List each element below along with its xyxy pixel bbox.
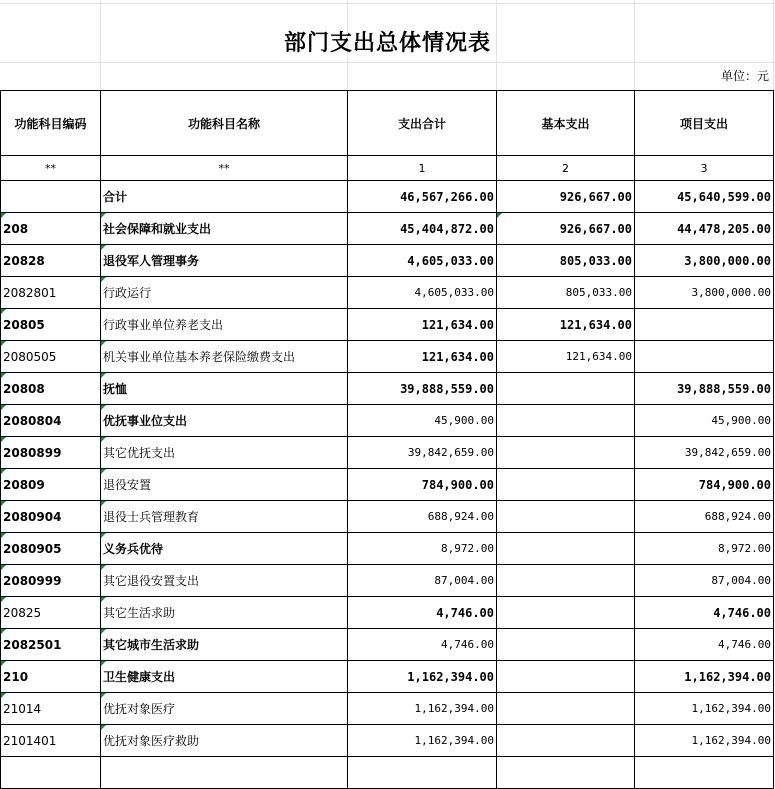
basic-cell[interactable]	[497, 373, 635, 405]
project-cell-text: 44,478,205.00	[677, 221, 771, 236]
code-cell[interactable]	[1, 725, 101, 757]
project-cell[interactable]	[635, 501, 774, 533]
cell-marker-icon	[101, 693, 106, 698]
total-cell-text: 1,162,394.00	[407, 669, 494, 684]
name-cell-text: 其它生活求助	[103, 606, 176, 620]
project-cell[interactable]	[635, 245, 774, 277]
total-cell[interactable]	[348, 213, 497, 245]
name-cell[interactable]	[101, 469, 348, 501]
code-cell-text: 20808	[3, 381, 45, 396]
name-cell-text: 其它城市生活求助	[103, 638, 200, 652]
total-cell-text: 46,567,266.00	[400, 189, 494, 204]
cell-marker-icon	[101, 725, 106, 730]
code-cell-text: 2082501	[3, 637, 62, 652]
total-cell[interactable]	[348, 725, 497, 757]
project-cell-text: 87,004.00	[711, 574, 771, 587]
total-cell-text: 1,162,394.00	[414, 734, 494, 747]
total-cell-text: 121,634.00	[421, 317, 494, 332]
project-cell[interactable]	[635, 341, 774, 373]
table-row	[1, 757, 774, 789]
code-cell-text: 20809	[3, 477, 45, 492]
index-total[interactable]: 1	[348, 156, 497, 181]
basic-cell[interactable]	[497, 469, 635, 501]
cell-marker-icon	[1, 565, 6, 570]
code-cell[interactable]	[1, 437, 101, 469]
name-cell[interactable]	[101, 725, 348, 757]
name-cell[interactable]	[101, 309, 348, 341]
cell-marker-icon	[101, 277, 106, 282]
cell-marker-icon	[101, 245, 106, 250]
name-cell[interactable]	[101, 533, 348, 565]
total-cell-text: 688,924.00	[427, 510, 494, 523]
table-row	[1, 661, 774, 693]
total-cell[interactable]	[348, 373, 497, 405]
code-cell[interactable]	[1, 693, 101, 725]
total-cell[interactable]	[348, 437, 497, 469]
table-row	[1, 341, 774, 373]
cell-marker-icon	[1, 533, 6, 538]
code-cell[interactable]	[1, 373, 101, 405]
basic-cell-text: 121,634.00	[559, 317, 632, 332]
cell-marker-icon	[497, 213, 502, 218]
basic-cell[interactable]	[497, 245, 635, 277]
code-cell[interactable]	[1, 341, 101, 373]
basic-cell[interactable]	[497, 501, 635, 533]
basic-cell[interactable]	[497, 277, 635, 309]
project-cell[interactable]	[635, 597, 774, 629]
cell-marker-icon	[101, 629, 106, 634]
cell-marker-icon	[1, 309, 6, 314]
cell-marker-icon	[1, 373, 6, 378]
total-cell-text: 39,842,659.00	[407, 446, 494, 459]
table-row	[1, 693, 774, 725]
cell-marker-icon	[1, 501, 6, 506]
total-cell-text: 8,972.00	[441, 542, 494, 555]
total-cell[interactable]	[348, 469, 497, 501]
code-cell[interactable]	[1, 213, 101, 245]
code-cell[interactable]	[1, 405, 101, 437]
name-cell[interactable]	[101, 437, 348, 469]
header-basic[interactable]: 基本支出	[497, 91, 635, 156]
code-cell-text: 2080999	[3, 573, 62, 588]
basic-cell-text: 926,667.00	[559, 189, 632, 204]
total-cell-text: 39,888,559.00	[400, 381, 494, 396]
table-row	[1, 501, 774, 533]
total-cell-text: 87,004.00	[434, 574, 494, 587]
cell-marker-icon	[101, 469, 106, 474]
basic-cell[interactable]	[497, 437, 635, 469]
name-cell[interactable]	[101, 341, 348, 373]
code-cell-text: 2080804	[3, 413, 62, 428]
cell-marker-icon	[1, 341, 6, 346]
name-cell-text: 义务兵优待	[103, 542, 164, 556]
code-cell[interactable]	[1, 501, 101, 533]
name-cell[interactable]	[101, 181, 348, 213]
name-cell[interactable]	[101, 693, 348, 725]
cell-marker-icon	[101, 373, 106, 378]
project-cell[interactable]	[635, 373, 774, 405]
project-cell-text: 3,800,000.00	[691, 286, 771, 299]
table-row	[1, 533, 774, 565]
total-cell-text: 4,605,033.00	[407, 253, 494, 268]
project-cell-text: 1,162,394.00	[691, 734, 771, 747]
project-cell[interactable]	[635, 405, 774, 437]
index-code[interactable]: **	[1, 156, 101, 181]
name-cell-text: 退役安置	[103, 478, 152, 492]
cell-marker-icon	[101, 533, 106, 538]
basic-cell[interactable]	[497, 213, 635, 245]
name-cell[interactable]	[101, 501, 348, 533]
project-cell[interactable]	[635, 533, 774, 565]
total-cell-text: 45,900.00	[434, 414, 494, 427]
basic-cell[interactable]	[497, 757, 635, 789]
table-row	[1, 277, 774, 309]
name-cell-text: 行政事业单位养老支出	[103, 318, 224, 332]
project-cell[interactable]	[635, 565, 774, 597]
project-cell-text: 784,900.00	[698, 477, 771, 492]
total-cell[interactable]	[348, 661, 497, 693]
total-cell[interactable]	[348, 693, 497, 725]
code-cell-text: 2082801	[3, 285, 57, 300]
code-cell[interactable]	[1, 757, 101, 789]
code-cell[interactable]	[1, 181, 101, 213]
project-cell-text: 688,924.00	[704, 510, 771, 523]
code-cell-text: 2080904	[3, 509, 62, 524]
code-cell[interactable]	[1, 277, 101, 309]
index-row	[1, 156, 774, 181]
project-cell-text: 1,162,394.00	[691, 702, 771, 715]
expenditure-table	[0, 90, 774, 789]
name-cell-text: 优抚对象医疗	[103, 702, 176, 716]
name-cell[interactable]	[101, 277, 348, 309]
project-cell[interactable]	[635, 277, 774, 309]
code-cell[interactable]	[1, 309, 101, 341]
basic-cell-text: 121,634.00	[565, 350, 632, 363]
total-cell-text: 121,634.00	[421, 349, 494, 364]
project-cell[interactable]	[635, 469, 774, 501]
total-cell[interactable]	[348, 341, 497, 373]
name-cell-text: 其它优抚支出	[103, 446, 176, 460]
table-row	[1, 309, 774, 341]
cell-marker-icon	[101, 501, 106, 506]
project-cell[interactable]	[635, 629, 774, 661]
name-cell-text: 卫生健康支出	[103, 670, 176, 684]
table-row	[1, 629, 774, 661]
project-cell-text: 39,888,559.00	[677, 381, 771, 396]
cell-marker-icon	[1, 597, 6, 602]
table-row	[1, 597, 774, 629]
project-cell-text: 3,800,000.00	[684, 253, 771, 268]
name-cell-text: 合计	[103, 190, 128, 204]
total-cell[interactable]	[348, 277, 497, 309]
basic-cell[interactable]	[497, 309, 635, 341]
basic-cell-text: 805,033.00	[559, 253, 632, 268]
table-row	[1, 469, 774, 501]
header-name[interactable]: 功能科目名称	[101, 91, 348, 156]
total-cell-text: 784,900.00	[421, 477, 494, 492]
code-cell-text: 208	[3, 221, 29, 236]
total-cell-text: 4,746.00	[436, 605, 494, 620]
code-cell-text: 2080505	[3, 349, 57, 364]
basic-cell[interactable]	[497, 629, 635, 661]
name-cell-text: 优抚事业位支出	[103, 414, 188, 428]
project-cell-text: 8,972.00	[718, 542, 771, 555]
code-cell[interactable]	[1, 469, 101, 501]
name-cell[interactable]	[101, 405, 348, 437]
name-cell[interactable]	[101, 565, 348, 597]
basic-cell[interactable]	[497, 181, 635, 213]
basic-cell[interactable]	[497, 693, 635, 725]
cell-marker-icon	[101, 437, 106, 442]
index-name[interactable]: **	[101, 156, 348, 181]
unit-label: 单位：元	[720, 69, 769, 83]
project-cell[interactable]	[635, 181, 774, 213]
project-cell-text: 45,900.00	[711, 414, 771, 427]
cell-marker-icon	[101, 213, 106, 218]
total-cell[interactable]	[348, 501, 497, 533]
cell-marker-icon	[1, 213, 6, 218]
total-cell[interactable]	[348, 181, 497, 213]
cell-marker-icon	[101, 405, 106, 410]
project-cell-text: 4,746.00	[713, 605, 771, 620]
header-code[interactable]: 功能科目编码	[1, 91, 101, 156]
project-cell[interactable]	[635, 309, 774, 341]
code-cell-text: 20805	[3, 317, 45, 332]
name-cell-text: 抚恤	[103, 382, 128, 396]
code-cell-text: 210	[3, 669, 29, 684]
table-row	[1, 437, 774, 469]
table-row	[1, 725, 774, 757]
basic-cell[interactable]	[497, 341, 635, 373]
index-project[interactable]: 3	[635, 156, 774, 181]
cell-marker-icon	[1, 469, 6, 474]
total-cell[interactable]	[348, 597, 497, 629]
cell-marker-icon	[101, 341, 106, 346]
name-cell-text: 优抚对象医疗救助	[103, 734, 200, 748]
table-row	[1, 405, 774, 437]
name-cell-text: 退役士兵管理教育	[103, 510, 200, 524]
total-cell[interactable]	[348, 533, 497, 565]
basic-cell[interactable]	[497, 533, 635, 565]
total-cell[interactable]	[348, 565, 497, 597]
total-cell[interactable]	[348, 757, 497, 789]
name-cell[interactable]	[101, 213, 348, 245]
name-cell[interactable]	[101, 629, 348, 661]
total-cell-text: 4,746.00	[441, 638, 494, 651]
code-cell[interactable]	[1, 597, 101, 629]
header-total[interactable]: 支出合计	[348, 91, 497, 156]
project-cell[interactable]	[635, 693, 774, 725]
table-row	[1, 565, 774, 597]
total-cell[interactable]	[348, 245, 497, 277]
table-row	[1, 213, 774, 245]
project-cell[interactable]	[635, 725, 774, 757]
header-project[interactable]: 项目支出	[635, 91, 774, 156]
cell-marker-icon	[101, 565, 106, 570]
cell-marker-icon	[1, 437, 6, 442]
name-cell[interactable]	[101, 373, 348, 405]
cell-marker-icon	[1, 629, 6, 634]
name-cell-text: 机关事业单位基本养老保险缴费支出	[103, 350, 296, 364]
code-cell-text: 20828	[3, 253, 45, 268]
table-row	[1, 373, 774, 405]
project-cell[interactable]	[635, 213, 774, 245]
name-cell-text: 其它退役安置支出	[103, 574, 200, 588]
basic-cell[interactable]	[497, 565, 635, 597]
code-cell[interactable]	[1, 565, 101, 597]
code-cell[interactable]	[1, 533, 101, 565]
name-cell[interactable]	[101, 661, 348, 693]
name-cell[interactable]	[101, 597, 348, 629]
total-cell[interactable]	[348, 629, 497, 661]
basic-cell-text: 926,667.00	[559, 221, 632, 236]
total-cell-text: 45,404,872.00	[400, 221, 494, 236]
project-cell[interactable]	[635, 661, 774, 693]
header-row	[1, 91, 774, 156]
index-basic[interactable]: 2	[497, 156, 635, 181]
total-cell-text: 4,605,033.00	[414, 286, 494, 299]
code-cell-text: 21014	[3, 701, 42, 716]
basic-cell[interactable]	[497, 725, 635, 757]
code-cell[interactable]	[1, 245, 101, 277]
code-cell[interactable]	[1, 629, 101, 661]
code-cell-text: 2101401	[3, 733, 57, 748]
project-cell[interactable]	[635, 437, 774, 469]
cell-marker-icon	[1, 661, 6, 666]
project-cell-text: 39,842,659.00	[684, 446, 771, 459]
cell-marker-icon	[101, 597, 106, 602]
project-cell-text: 4,746.00	[718, 638, 771, 651]
table-row	[1, 181, 774, 213]
project-cell[interactable]	[635, 757, 774, 789]
cell-marker-icon	[101, 661, 106, 666]
page-title: 部门支出总体情况表	[283, 30, 491, 56]
table-row	[1, 245, 774, 277]
basic-cell[interactable]	[497, 597, 635, 629]
code-cell[interactable]	[1, 661, 101, 693]
name-cell-text: 行政运行	[103, 286, 152, 300]
name-cell[interactable]	[101, 245, 348, 277]
project-cell-text: 45,640,599.00	[677, 189, 771, 204]
cell-marker-icon	[1, 405, 6, 410]
name-cell[interactable]	[101, 757, 348, 789]
basic-cell[interactable]	[497, 661, 635, 693]
name-cell-text: 退役军人管理事务	[103, 254, 200, 268]
total-cell[interactable]	[348, 405, 497, 437]
cell-marker-icon	[1, 693, 6, 698]
basic-cell-text: 805,033.00	[565, 286, 632, 299]
name-cell-text: 社会保障和就业支出	[103, 222, 212, 236]
total-cell[interactable]	[348, 309, 497, 341]
project-cell-text: 1,162,394.00	[684, 669, 771, 684]
code-cell-text: 20825	[3, 605, 42, 620]
code-cell-text: 2080899	[3, 445, 62, 460]
total-cell-text: 1,162,394.00	[414, 702, 494, 715]
basic-cell[interactable]	[497, 405, 635, 437]
code-cell-text: 2080905	[3, 541, 62, 556]
